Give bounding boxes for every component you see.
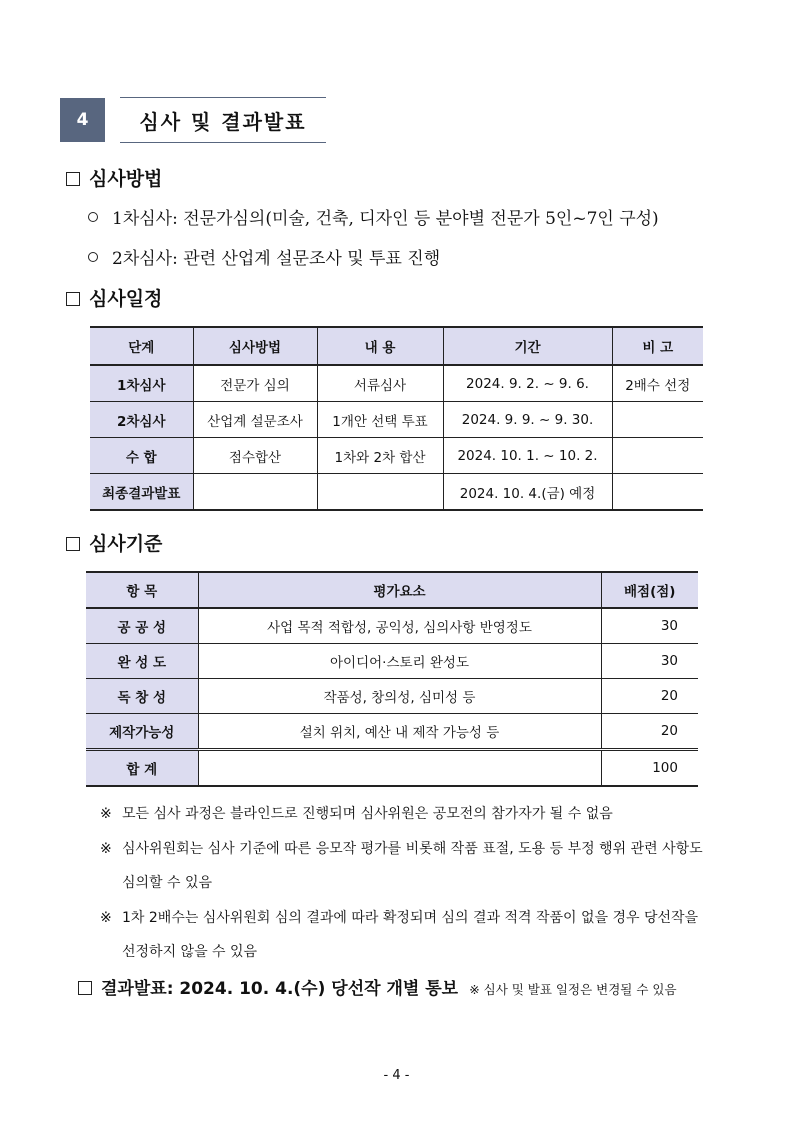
table-cell: 2024. 10. 4.(금) 예정 — [443, 474, 612, 511]
method-heading: 심사방법 — [66, 164, 162, 191]
checkbox-square-icon — [66, 537, 80, 551]
schedule-heading: 심사일정 — [66, 284, 162, 311]
table-cell: 서류심사 — [317, 365, 443, 402]
table-cell — [612, 402, 703, 438]
table-header-cell: 항 목 — [86, 572, 198, 608]
table-row — [90, 402, 703, 438]
table-cell: 아이디어·스토리 완성도 — [198, 644, 601, 679]
note-2: ※ 심사위원회는 심사 기준에 따른 응모작 평가를 비롯해 작품 표절, 도용 등 부정 행위 관련 사항도 — [100, 841, 703, 857]
table-cell — [612, 438, 703, 474]
table-cell: 수 합 — [90, 438, 193, 474]
table-cell: 2024. 9. 2. ~ 9. 6. — [443, 365, 612, 402]
table-cell: 최종결과발표 — [90, 474, 193, 511]
table-cell: 전문가 심의 — [193, 365, 317, 402]
table-cell: 산업계 설문조사 — [193, 402, 317, 438]
table-header-cell: 심사방법 — [193, 327, 317, 365]
table-cell — [193, 474, 317, 511]
table-cell — [317, 474, 443, 511]
circle-bullet-icon — [88, 252, 98, 262]
table-header-cell: 평가요소 — [198, 572, 601, 608]
section-number: 4 — [60, 98, 105, 142]
page-number: - 4 - — [383, 1068, 410, 1083]
table-cell: 사업 목적 적합성, 공익성, 심의사항 반영정도 — [198, 608, 601, 644]
note-3: ※ 1차 2배수는 심사위원회 심의 결과에 따라 확정되며 심의 결과 적격 작품이 없을 경우 당선작을 — [100, 910, 699, 926]
table-header-cell: 배점(점) — [601, 572, 698, 608]
section-title: 심사 및 결과발표 — [120, 97, 326, 143]
method-item-1: 1차심사: 전문가심의(미술, 건축, 디자인 등 분야별 전문가 5인~7인 구성) — [88, 204, 659, 229]
table-row — [90, 438, 703, 474]
table-cell: 20 — [601, 714, 698, 750]
table-header-cell: 단계 — [90, 327, 193, 365]
table-header-row — [86, 572, 698, 608]
table-cell: 제작가능성 — [86, 714, 198, 750]
schedule-table — [90, 326, 703, 511]
table-cell — [612, 474, 703, 511]
table-cell: 설치 위치, 예산 내 제작 가능성 등 — [198, 714, 601, 750]
table-cell: 독 창 성 — [86, 679, 198, 714]
table-total-row — [86, 750, 698, 787]
table-cell: 1개안 선택 투표 — [317, 402, 443, 438]
result-note: ※ 심사 및 발표 일정은 변경될 수 있음 — [469, 982, 677, 997]
table-cell: 완 성 도 — [86, 644, 198, 679]
table-cell: 20 — [601, 679, 698, 714]
table-header-row — [90, 327, 703, 365]
table-cell: 1차와 2차 합산 — [317, 438, 443, 474]
criteria-table — [86, 571, 698, 787]
table-cell: 작품성, 창의성, 심미성 등 — [198, 679, 601, 714]
table-cell: 2차심사 — [90, 402, 193, 438]
table-cell: 30 — [601, 608, 698, 644]
note-1: ※ 모든 심사 과정은 블라인드로 진행되며 심사위원은 공모전의 참가자가 될 수 없음 — [100, 806, 613, 822]
table-cell: 2024. 10. 1. ~ 10. 2. — [443, 438, 612, 474]
table-cell: 100 — [601, 750, 698, 787]
table-cell: 점수합산 — [193, 438, 317, 474]
checkbox-square-icon — [66, 292, 80, 306]
note-2-cont: 심의할 수 있음 — [122, 875, 213, 891]
table-cell: 합 계 — [86, 750, 198, 787]
table-row — [86, 679, 698, 714]
method-item-2: 2차심사: 관련 산업계 설문조사 및 투표 진행 — [88, 244, 440, 269]
table-row — [90, 474, 703, 511]
table-cell: 30 — [601, 644, 698, 679]
note-3-cont: 선정하지 않을 수 있음 — [122, 944, 258, 960]
table-cell: 2배수 선정 — [612, 365, 703, 402]
table-row — [86, 644, 698, 679]
circle-bullet-icon — [88, 212, 98, 222]
table-cell — [198, 750, 601, 787]
criteria-heading: 심사기준 — [66, 529, 162, 556]
table-row — [90, 365, 703, 402]
result-text: 결과발표: 2024. 10. 4.(수) 당선작 개별 통보 — [101, 979, 459, 999]
result-line — [78, 974, 677, 999]
table-cell: 2024. 9. 9. ~ 9. 30. — [443, 402, 612, 438]
table-cell: 공 공 성 — [86, 608, 198, 644]
table-header-cell: 기간 — [443, 327, 612, 365]
table-row — [86, 714, 698, 750]
table-row — [86, 608, 698, 644]
table-header-cell: 비 고 — [612, 327, 703, 365]
checkbox-square-icon — [66, 172, 80, 186]
checkbox-square-icon — [78, 981, 92, 995]
table-cell: 1차심사 — [90, 365, 193, 402]
table-header-cell: 내 용 — [317, 327, 443, 365]
